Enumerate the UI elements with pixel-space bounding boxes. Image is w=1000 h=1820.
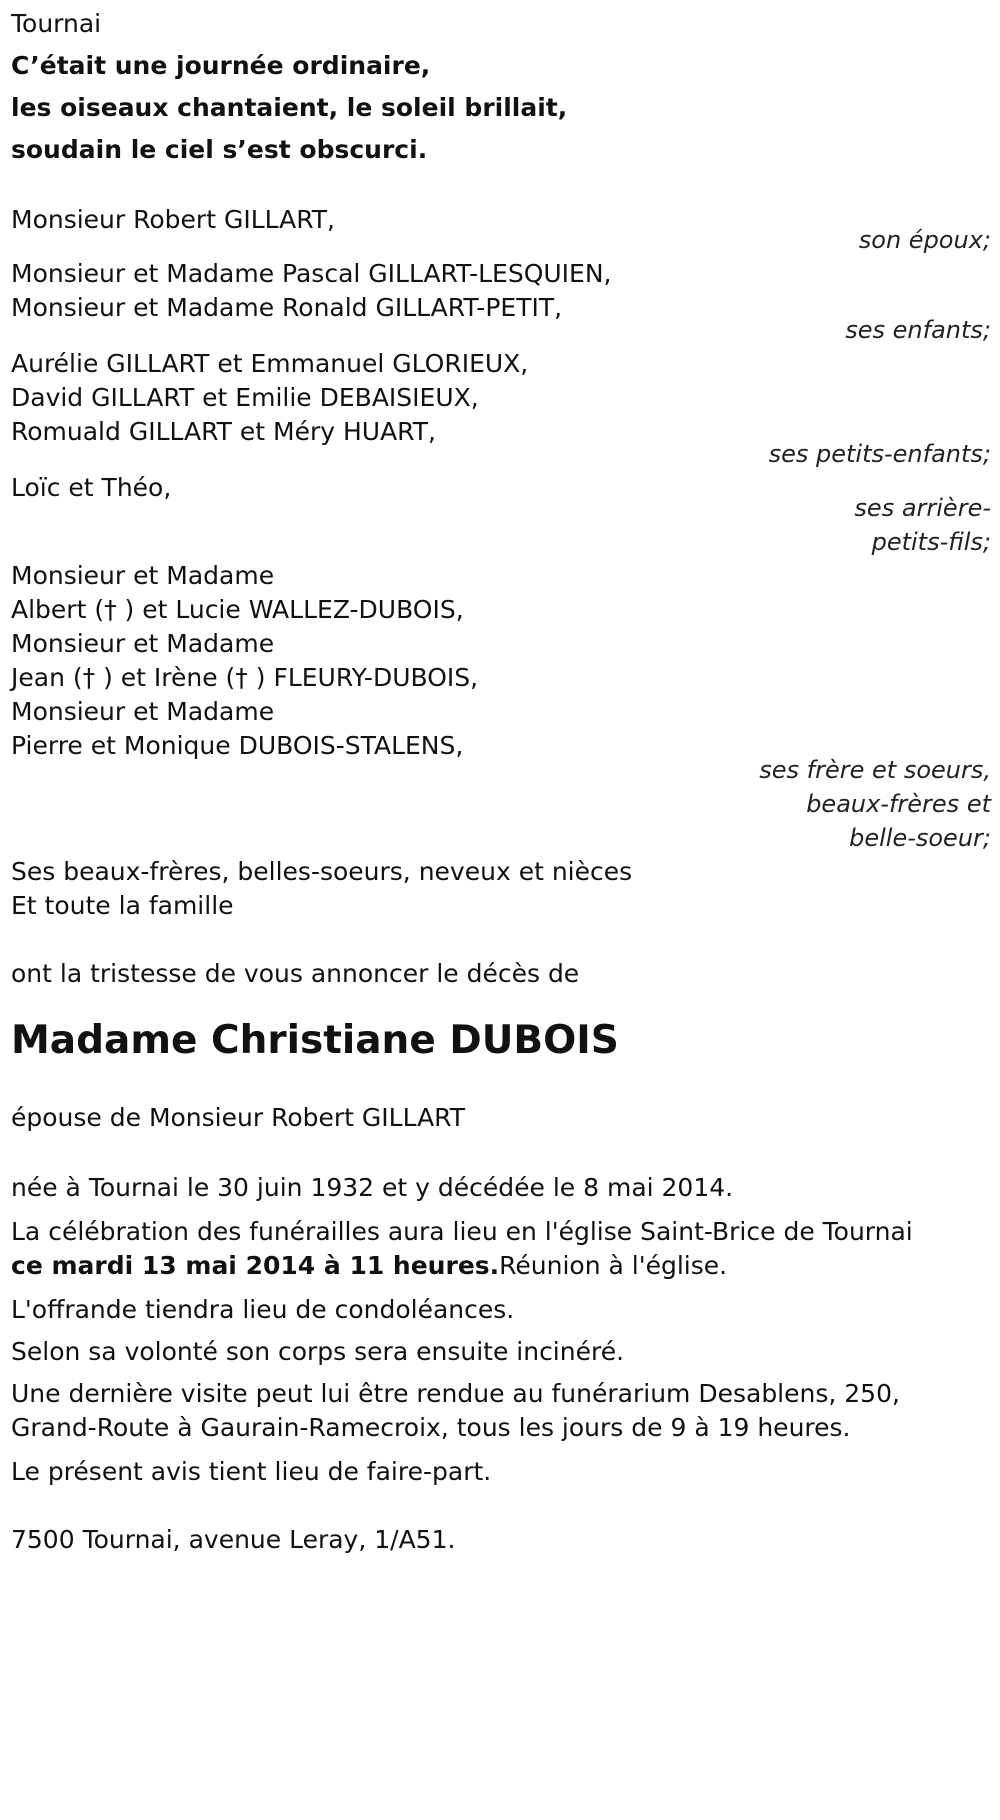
siblings-relation: ses frère et soeurs,: [759, 756, 991, 784]
cremation-text: Selon sa volonté son corps sera ensuite incinéré.: [11, 1337, 625, 1366]
grandchildren-relation: ses petits-enfants;: [768, 440, 991, 468]
wife-of-text: épouse de Monsieur Robert GILLART: [11, 1103, 465, 1132]
family-line: Ses beaux-frères, belles-soeurs, neveux et nièces: [11, 857, 633, 886]
visit-line: Grand-Route à Gaurain-Ramecroix, tous les jours de 9 à 19 heures.: [11, 1413, 851, 1442]
poem-line-1: C’était une journée ordinaire,: [11, 51, 431, 80]
poem-line-2: les oiseaux chantaient, le soleil brillait,: [11, 93, 568, 122]
sibling-line: Albert († ) et Lucie WALLEZ-DUBOIS,: [11, 595, 464, 624]
sibling-line: Jean († ) et Irène († ) FLEURY-DUBOIS,: [11, 663, 479, 692]
spouse-name: Monsieur Robert GILLART,: [11, 205, 335, 234]
offering-text: L'offrande tiendra lieu de condoléances.: [11, 1295, 515, 1324]
ceremony-date: ce mardi 13 mai 2014 à 11 heures.: [11, 1251, 500, 1280]
family-line: Et toute la famille: [11, 891, 234, 920]
sibling-line: Monsieur et Madame: [11, 697, 275, 726]
ceremony-line-2: [11, 1246, 727, 1286]
sibling-line: Pierre et Monique DUBOIS-STALENS,: [11, 731, 464, 760]
great-grandchildren-relation: petits-fils;: [871, 528, 991, 556]
place-heading: Tournai: [11, 9, 102, 38]
children-relation: ses enfants;: [845, 316, 991, 344]
sibling-line: Monsieur et Madame: [11, 629, 275, 658]
great-grandchildren-name: Loïc et Théo,: [11, 473, 172, 502]
visit-line: Une dernière visite peut lui être rendue au funérarium Desablens, 250,: [11, 1379, 900, 1408]
children-name: Monsieur et Madame Ronald GILLART-PETIT,: [11, 293, 563, 322]
ceremony-meeting: Réunion à l'église.: [499, 1251, 728, 1280]
announcement-text: ont la tristesse de vous annoncer le décès de: [11, 959, 580, 988]
obituary-notice: [11, 0, 991, 1820]
grandchild-name: David GILLART et Emilie DEBAISIEUX,: [11, 383, 479, 412]
address-text: 7500 Tournai, avenue Leray, 1/A51.: [11, 1525, 456, 1554]
spouse-relation: son époux;: [858, 226, 991, 254]
siblings-relation: beaux-frères et: [806, 790, 991, 818]
siblings-relation: belle-soeur;: [849, 824, 991, 852]
sibling-line: Monsieur et Madame: [11, 561, 275, 590]
grandchild-name: Romuald GILLART et Méry HUART,: [11, 417, 436, 446]
ceremony-line: La célébration des funérailles aura lieu en l'église Saint-Brice de Tournai: [11, 1217, 913, 1246]
great-grandchildren-relation: ses arrière-: [854, 494, 991, 522]
deceased-name: Madame Christiane DUBOIS: [11, 1018, 619, 1063]
dates-text: née à Tournai le 30 juin 1932 et y décédée le 8 mai 2014.: [11, 1173, 734, 1202]
poem-line-3: soudain le ciel s’est obscurci.: [11, 135, 428, 164]
grandchild-name: Aurélie GILLART et Emmanuel GLORIEUX,: [11, 349, 529, 378]
notice-text: Le présent avis tient lieu de faire-part.: [11, 1457, 492, 1486]
children-name: Monsieur et Madame Pascal GILLART-LESQUIEN,: [11, 259, 612, 288]
